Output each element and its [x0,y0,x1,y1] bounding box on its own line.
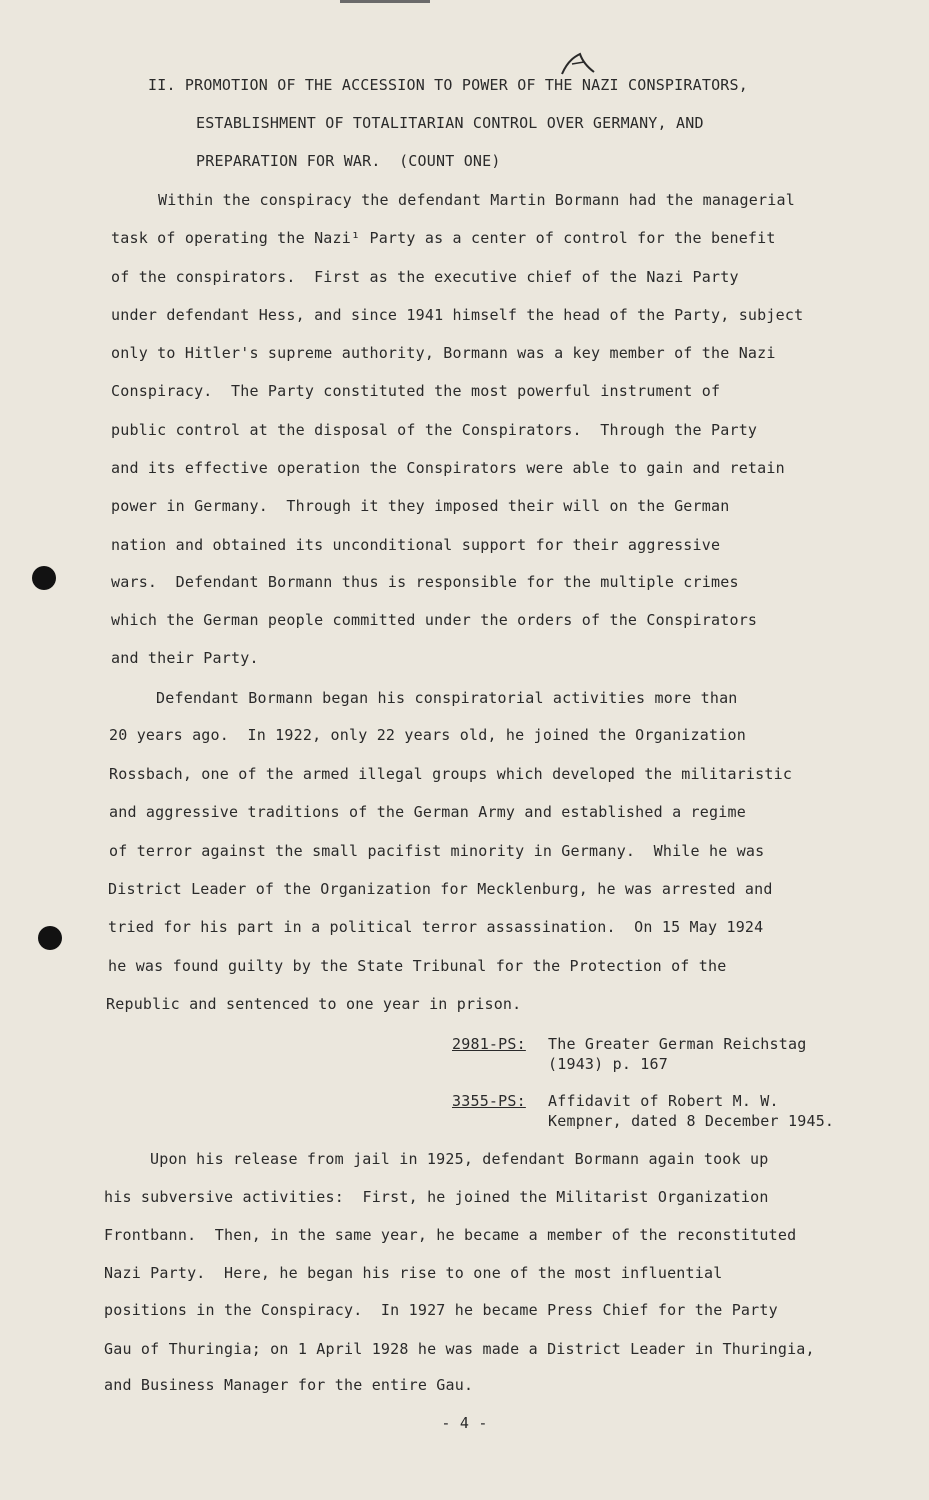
para1-line: Within the conspiracy the defendant Martin Bormann had the managerial [158,191,795,209]
para2-line: tried for his part in a political terror assassination. On 15 May 1924 [108,918,764,936]
para1-line: task of operating the Nazi¹ Party as a center of control for the benefit [111,229,776,247]
citation-text: Affidavit of Robert M. W. [548,1092,779,1110]
para1-line: only to Hitler's supreme authority, Bormann was a key member of the Nazi [111,344,776,362]
heading-line-2: ESTABLISHMENT OF TOTALITARIAN CONTROL OVER GERMANY, AND [196,114,704,132]
para1-line: Conspiracy. The Party constituted the most powerful instrument of [111,382,721,400]
punch-hole-upper [32,566,56,590]
para3-line: Upon his release from jail in 1925, defendant Bormann again took up [150,1150,769,1168]
citation-text: Kempner, dated 8 December 1945. [548,1112,835,1130]
para2-line: 20 years ago. In 1922, only 22 years old, he joined the Organization [109,726,746,744]
para3-line: positions in the Conspiracy. In 1927 he became Press Chief for the Party [104,1301,778,1319]
para2-line: he was found guilty by the State Tribunal for the Protection of the [108,957,727,975]
para2-line: Republic and sentenced to one year in prison. [106,995,522,1013]
para1-line: which the German people committed under the orders of the Conspirators [111,611,758,629]
para2-line: District Leader of the Organization for Mecklenburg, he was arrested and [108,880,773,898]
punch-hole-lower [38,926,62,950]
handwritten-mark-icon [558,50,598,78]
citation-ref: 2981-PS: [452,1035,526,1053]
top-edge-mark [340,0,430,3]
citation-text: (1943) p. 167 [548,1055,668,1073]
para1-line: under defendant Hess, and since 1941 himself the head of the Party, subject [111,306,804,324]
para3-line: Nazi Party. Here, he began his rise to one of the most influential [104,1264,723,1282]
citation-text: The Greater German Reichstag [548,1035,807,1053]
para2-line: Rossbach, one of the armed illegal groups which developed the militaristic [109,765,793,783]
para1-line: public control at the disposal of the Conspirators. Through the Party [111,421,758,439]
heading-line-3: PREPARATION FOR WAR. (COUNT ONE) [196,152,501,170]
para1-line: and their Party. [111,649,259,667]
para3-line: his subversive activities: First, he joined the Militarist Organization [104,1188,769,1206]
para2-line: and aggressive traditions of the German Army and established a regime [109,803,746,821]
heading-line-1: II. PROMOTION OF THE ACCESSION TO POWER OF THE NAZI CONSPIRATORS, [148,76,748,94]
para3-line: Gau of Thuringia; on 1 April 1928 he was made a District Leader in Thuringia, [104,1340,815,1358]
para1-line: and its effective operation the Conspirators were able to gain and retain [111,459,785,477]
para3-line: and Business Manager for the entire Gau. [104,1376,474,1394]
para1-line: of the conspirators. First as the executive chief of the Nazi Party [111,268,739,286]
para1-line: power in Germany. Through it they imposed their will on the German [111,497,730,515]
citation-ref: 3355-PS: [452,1092,526,1110]
para2-line: Defendant Bormann began his conspiratorial activities more than [156,689,738,707]
para1-line: nation and obtained its unconditional support for their aggressive [111,536,721,554]
page-number: - 4 - [441,1414,488,1432]
para1-line: wars. Defendant Bormann thus is responsible for the multiple crimes [111,573,739,591]
para2-line: of terror against the small pacifist minority in Germany. While he was [109,842,765,860]
para3-line: Frontbann. Then, in the same year, he became a member of the reconstituted [104,1226,797,1244]
